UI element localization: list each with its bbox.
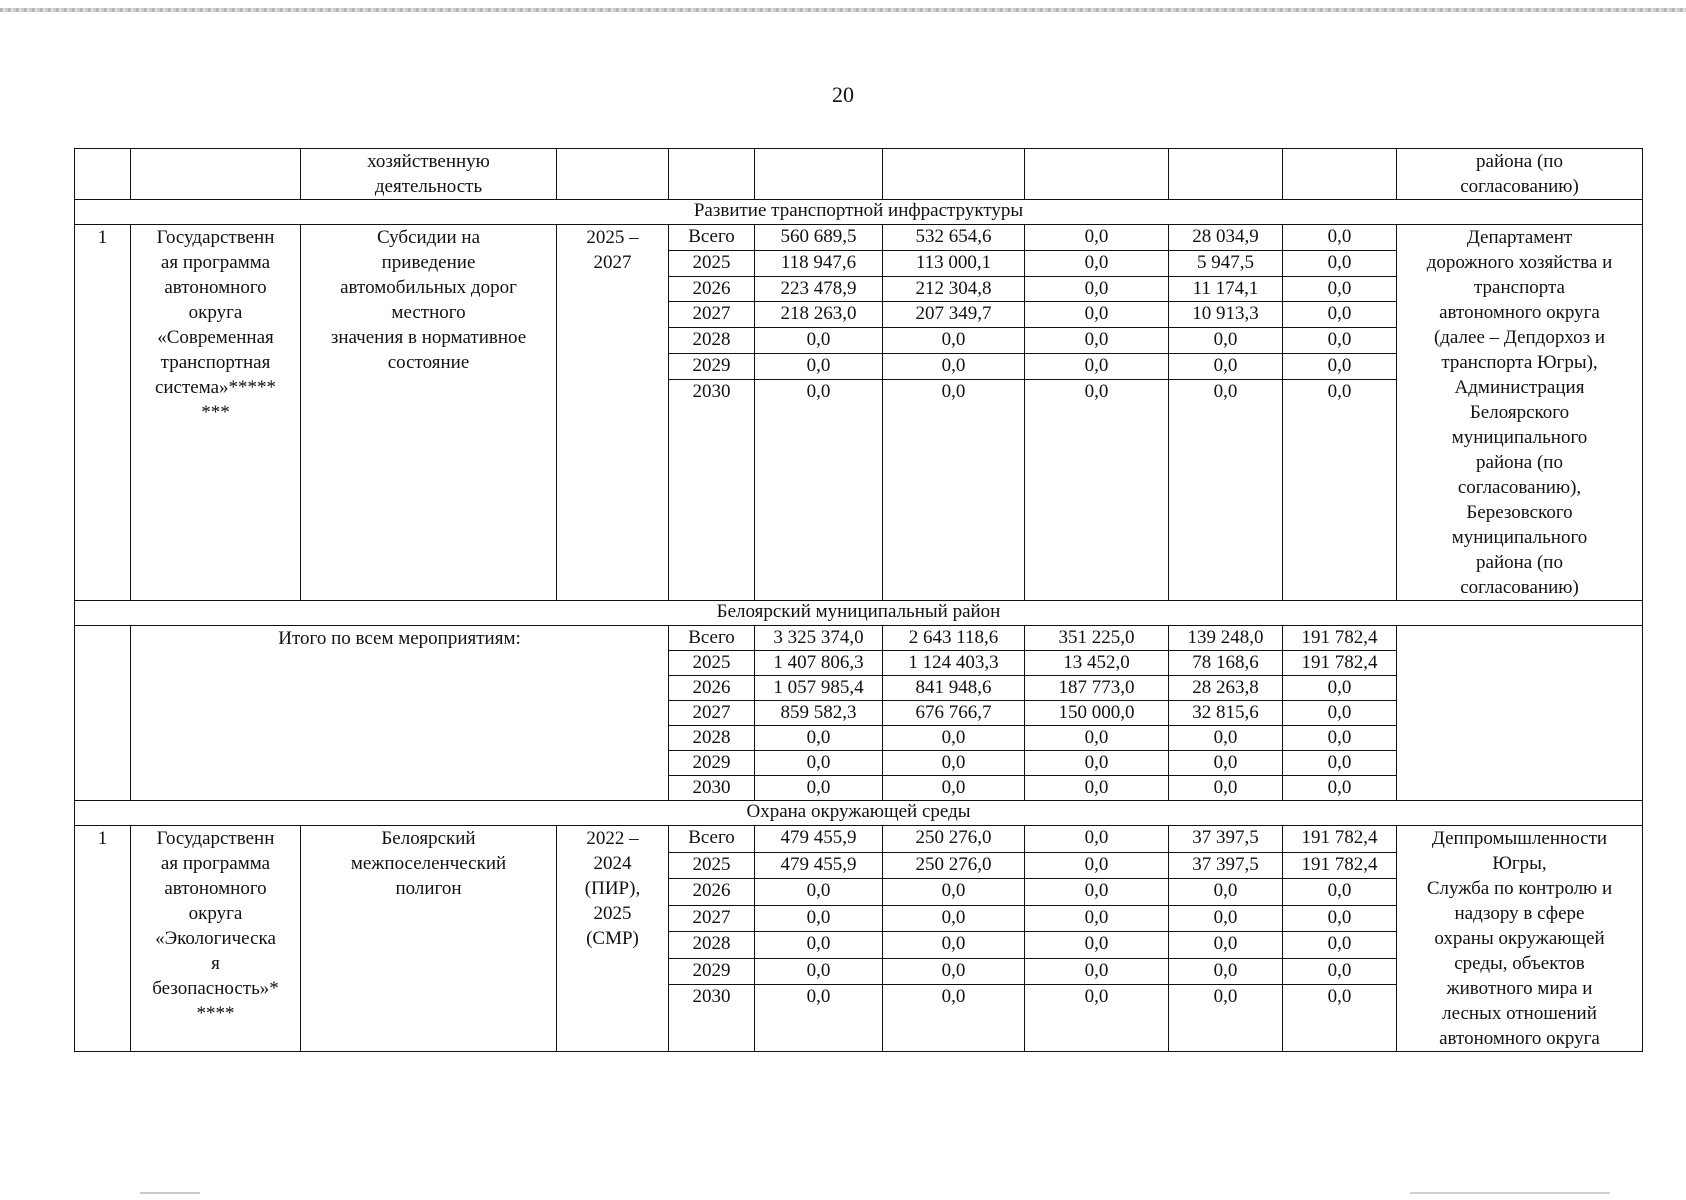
cell-total: 0,0 <box>755 879 883 906</box>
cell-local: 0,0 <box>1169 353 1283 379</box>
cell-other: 0,0 <box>1283 353 1397 379</box>
table-row <box>75 626 1643 651</box>
cell-total: 118 947,6 <box>755 250 883 276</box>
cell-local: 10 913,3 <box>1169 302 1283 328</box>
cell-other: 0,0 <box>1283 379 1397 601</box>
cell-local: 0,0 <box>1169 751 1283 776</box>
cell-year: 2029 <box>669 958 755 985</box>
cell-federal: 0,0 <box>883 328 1025 354</box>
cell-local: 0,0 <box>1169 879 1283 906</box>
cell-program: Государственн ая программа автономного округа «Экологическа я безопасность»* **** <box>131 826 301 1052</box>
cell-other: 0,0 <box>1283 225 1397 251</box>
table-row <box>75 826 1643 853</box>
cell-regional: 0,0 <box>1025 852 1169 879</box>
cell-year: 2025 <box>669 852 755 879</box>
section-title: Развитие транспортной инфраструктуры <box>75 200 1643 225</box>
cell-year: 2025 <box>669 250 755 276</box>
cell-federal: 113 000,1 <box>883 250 1025 276</box>
cell-other: 0,0 <box>1283 302 1397 328</box>
cell-other: 191 782,4 <box>1283 651 1397 676</box>
cell-local: 0,0 <box>1169 776 1283 801</box>
cell-total: 0,0 <box>755 328 883 354</box>
cell-regional: 0,0 <box>1025 379 1169 601</box>
cell-federal: 250 276,0 <box>883 826 1025 853</box>
cell-year: Всего <box>669 626 755 651</box>
cell-other: 0,0 <box>1283 726 1397 751</box>
cell-other: 0,0 <box>1283 932 1397 959</box>
cell-regional: 0,0 <box>1025 328 1169 354</box>
cell-regional: 0,0 <box>1025 276 1169 302</box>
cell-total: 1 057 985,4 <box>755 676 883 701</box>
cell-regional: 0,0 <box>1025 726 1169 751</box>
section-environment <box>75 801 1643 826</box>
cell-total: 0,0 <box>755 353 883 379</box>
cell-local: 5 947,5 <box>1169 250 1283 276</box>
cell-total: 218 263,0 <box>755 302 883 328</box>
cell-total: 0,0 <box>755 905 883 932</box>
cell-federal: 841 948,6 <box>883 676 1025 701</box>
cell-other: 0,0 <box>1283 676 1397 701</box>
cell-federal: 1 124 403,3 <box>883 651 1025 676</box>
cell-local: 139 248,0 <box>1169 626 1283 651</box>
cell-regional: 0,0 <box>1025 353 1169 379</box>
page-number: 20 <box>832 82 854 107</box>
cell-other: 0,0 <box>1283 250 1397 276</box>
cell-total: 0,0 <box>755 726 883 751</box>
cell-local: 0,0 <box>1169 379 1283 601</box>
cell-number <box>75 626 131 801</box>
cell-other: 0,0 <box>1283 328 1397 354</box>
cell-year: 2028 <box>669 328 755 354</box>
cell-federal: 250 276,0 <box>883 852 1025 879</box>
cell-other: 0,0 <box>1283 985 1397 1052</box>
cell-regional: 0,0 <box>1025 776 1169 801</box>
cell-year: 2027 <box>669 302 755 328</box>
cell-federal: 0,0 <box>883 353 1025 379</box>
cell-federal <box>883 149 1025 200</box>
cell-other: 0,0 <box>1283 701 1397 726</box>
cell-event: хозяйственную деятельность <box>301 149 557 200</box>
cell-regional: 0,0 <box>1025 250 1169 276</box>
cell-number: 1 <box>75 225 131 601</box>
cell-event: Субсидии на приведение автомобильных дорог местного значения в нормативное состояние <box>301 225 557 601</box>
cell-year: 2026 <box>669 676 755 701</box>
cell-regional <box>1025 149 1169 200</box>
cell-year: 2028 <box>669 726 755 751</box>
cell-year: 2029 <box>669 353 755 379</box>
cell-total <box>755 149 883 200</box>
cell-federal: 212 304,8 <box>883 276 1025 302</box>
cell-local: 32 815,6 <box>1169 701 1283 726</box>
cell-responsible: Деппромышленности Югры, Служба по контролю и надзору в сфере охраны окружающей среды, объектов животного мира и лесных отношений автономного округа <box>1397 826 1643 1052</box>
cell-event: Белоярский межпоселенческий полигон <box>301 826 557 1052</box>
cell-responsible: Департамент дорожного хозяйства и транспорта автономного округа (далее – Депдорхоз и транспорта Югры), Администрация Белоярского муниципального района (по согласованию), Березовского муниципального района (по согласованию) <box>1397 225 1643 601</box>
cell-year: 2030 <box>669 985 755 1052</box>
cell-federal: 532 654,6 <box>883 225 1025 251</box>
continuation-row <box>75 149 1643 200</box>
cell-regional: 187 773,0 <box>1025 676 1169 701</box>
cell-local: 37 397,5 <box>1169 852 1283 879</box>
cell-other: 0,0 <box>1283 276 1397 302</box>
table-body <box>75 149 1643 1052</box>
cell-year: 2027 <box>669 701 755 726</box>
cell-total: 0,0 <box>755 985 883 1052</box>
cell-other: 0,0 <box>1283 776 1397 801</box>
cell-other: 0,0 <box>1283 751 1397 776</box>
cell-federal: 2 643 118,6 <box>883 626 1025 651</box>
section-district <box>75 601 1643 626</box>
cell-regional: 150 000,0 <box>1025 701 1169 726</box>
cell-regional: 0,0 <box>1025 751 1169 776</box>
cell-year: 2027 <box>669 905 755 932</box>
cell-other: 0,0 <box>1283 958 1397 985</box>
cell-total: 0,0 <box>755 751 883 776</box>
section-transport <box>75 200 1643 225</box>
cell-other: 191 782,4 <box>1283 852 1397 879</box>
cell-regional: 351 225,0 <box>1025 626 1169 651</box>
cell-federal: 0,0 <box>883 958 1025 985</box>
cell-year <box>669 149 755 200</box>
cell-local: 0,0 <box>1169 328 1283 354</box>
cell-local: 37 397,5 <box>1169 826 1283 853</box>
cell-local: 11 174,1 <box>1169 276 1283 302</box>
cell-regional: 0,0 <box>1025 879 1169 906</box>
cell-federal: 0,0 <box>883 751 1025 776</box>
cell-local: 28 034,9 <box>1169 225 1283 251</box>
cell-federal: 0,0 <box>883 905 1025 932</box>
cell-period: 2022 – 2024 (ПИР), 2025 (СМР) <box>557 826 669 1052</box>
section-title: Белоярский муниципальный район <box>75 601 1643 626</box>
cell-total: 0,0 <box>755 932 883 959</box>
cell-responsible: района (по согласованию) <box>1397 149 1643 200</box>
cell-total: 859 582,3 <box>755 701 883 726</box>
cell-period: 2025 – 2027 <box>557 225 669 601</box>
cell-regional: 0,0 <box>1025 985 1169 1052</box>
cell-local: 0,0 <box>1169 905 1283 932</box>
cell-total: 0,0 <box>755 776 883 801</box>
cell-total: 3 325 374,0 <box>755 626 883 651</box>
cell-year: 2030 <box>669 776 755 801</box>
cell-federal: 0,0 <box>883 726 1025 751</box>
cell-year: Всего <box>669 225 755 251</box>
cell-local: 0,0 <box>1169 726 1283 751</box>
cell-program: Государственн ая программа автономного округа «Современная транспортная система»***** *** <box>131 225 301 601</box>
cell-other: 0,0 <box>1283 879 1397 906</box>
cell-other: 0,0 <box>1283 905 1397 932</box>
cell-program <box>131 149 301 200</box>
cell-other <box>1283 149 1397 200</box>
cell-regional: 0,0 <box>1025 905 1169 932</box>
budget-table <box>74 148 1643 1052</box>
total-label: Итого по всем мероприятиям: <box>131 626 669 801</box>
cell-local: 0,0 <box>1169 958 1283 985</box>
cell-year: 2028 <box>669 932 755 959</box>
cell-local: 0,0 <box>1169 985 1283 1052</box>
cell-federal: 207 349,7 <box>883 302 1025 328</box>
cell-regional: 0,0 <box>1025 958 1169 985</box>
cell-federal: 676 766,7 <box>883 701 1025 726</box>
scan-artifact-left <box>140 1192 200 1194</box>
cell-federal: 0,0 <box>883 879 1025 906</box>
cell-period <box>557 149 669 200</box>
section-title: Охрана окружающей среды <box>75 801 1643 826</box>
scan-artifact-right <box>1410 1192 1610 1194</box>
cell-year: 2029 <box>669 751 755 776</box>
cell-year: 2030 <box>669 379 755 601</box>
cell-total: 223 478,9 <box>755 276 883 302</box>
cell-number: 1 <box>75 826 131 1052</box>
cell-total: 1 407 806,3 <box>755 651 883 676</box>
cell-responsible <box>1397 626 1643 801</box>
cell-regional: 0,0 <box>1025 225 1169 251</box>
cell-other: 191 782,4 <box>1283 826 1397 853</box>
cell-year: 2026 <box>669 276 755 302</box>
cell-federal: 0,0 <box>883 932 1025 959</box>
cell-year: 2026 <box>669 879 755 906</box>
cell-local: 0,0 <box>1169 932 1283 959</box>
cell-regional: 0,0 <box>1025 302 1169 328</box>
cell-year: 2025 <box>669 651 755 676</box>
cell-other: 191 782,4 <box>1283 626 1397 651</box>
cell-local <box>1169 149 1283 200</box>
cell-total: 0,0 <box>755 379 883 601</box>
cell-local: 28 263,8 <box>1169 676 1283 701</box>
cell-regional: 0,0 <box>1025 932 1169 959</box>
cell-federal: 0,0 <box>883 776 1025 801</box>
cell-federal: 0,0 <box>883 985 1025 1052</box>
cell-local: 78 168,6 <box>1169 651 1283 676</box>
cell-total: 479 455,9 <box>755 826 883 853</box>
cell-total: 479 455,9 <box>755 852 883 879</box>
scan-edge-artifact <box>0 8 1686 12</box>
cell-total: 560 689,5 <box>755 225 883 251</box>
cell-regional: 13 452,0 <box>1025 651 1169 676</box>
cell-total: 0,0 <box>755 958 883 985</box>
cell-regional: 0,0 <box>1025 826 1169 853</box>
cell-federal: 0,0 <box>883 379 1025 601</box>
cell-year: Всего <box>669 826 755 853</box>
cell-number <box>75 149 131 200</box>
table-row <box>75 225 1643 251</box>
